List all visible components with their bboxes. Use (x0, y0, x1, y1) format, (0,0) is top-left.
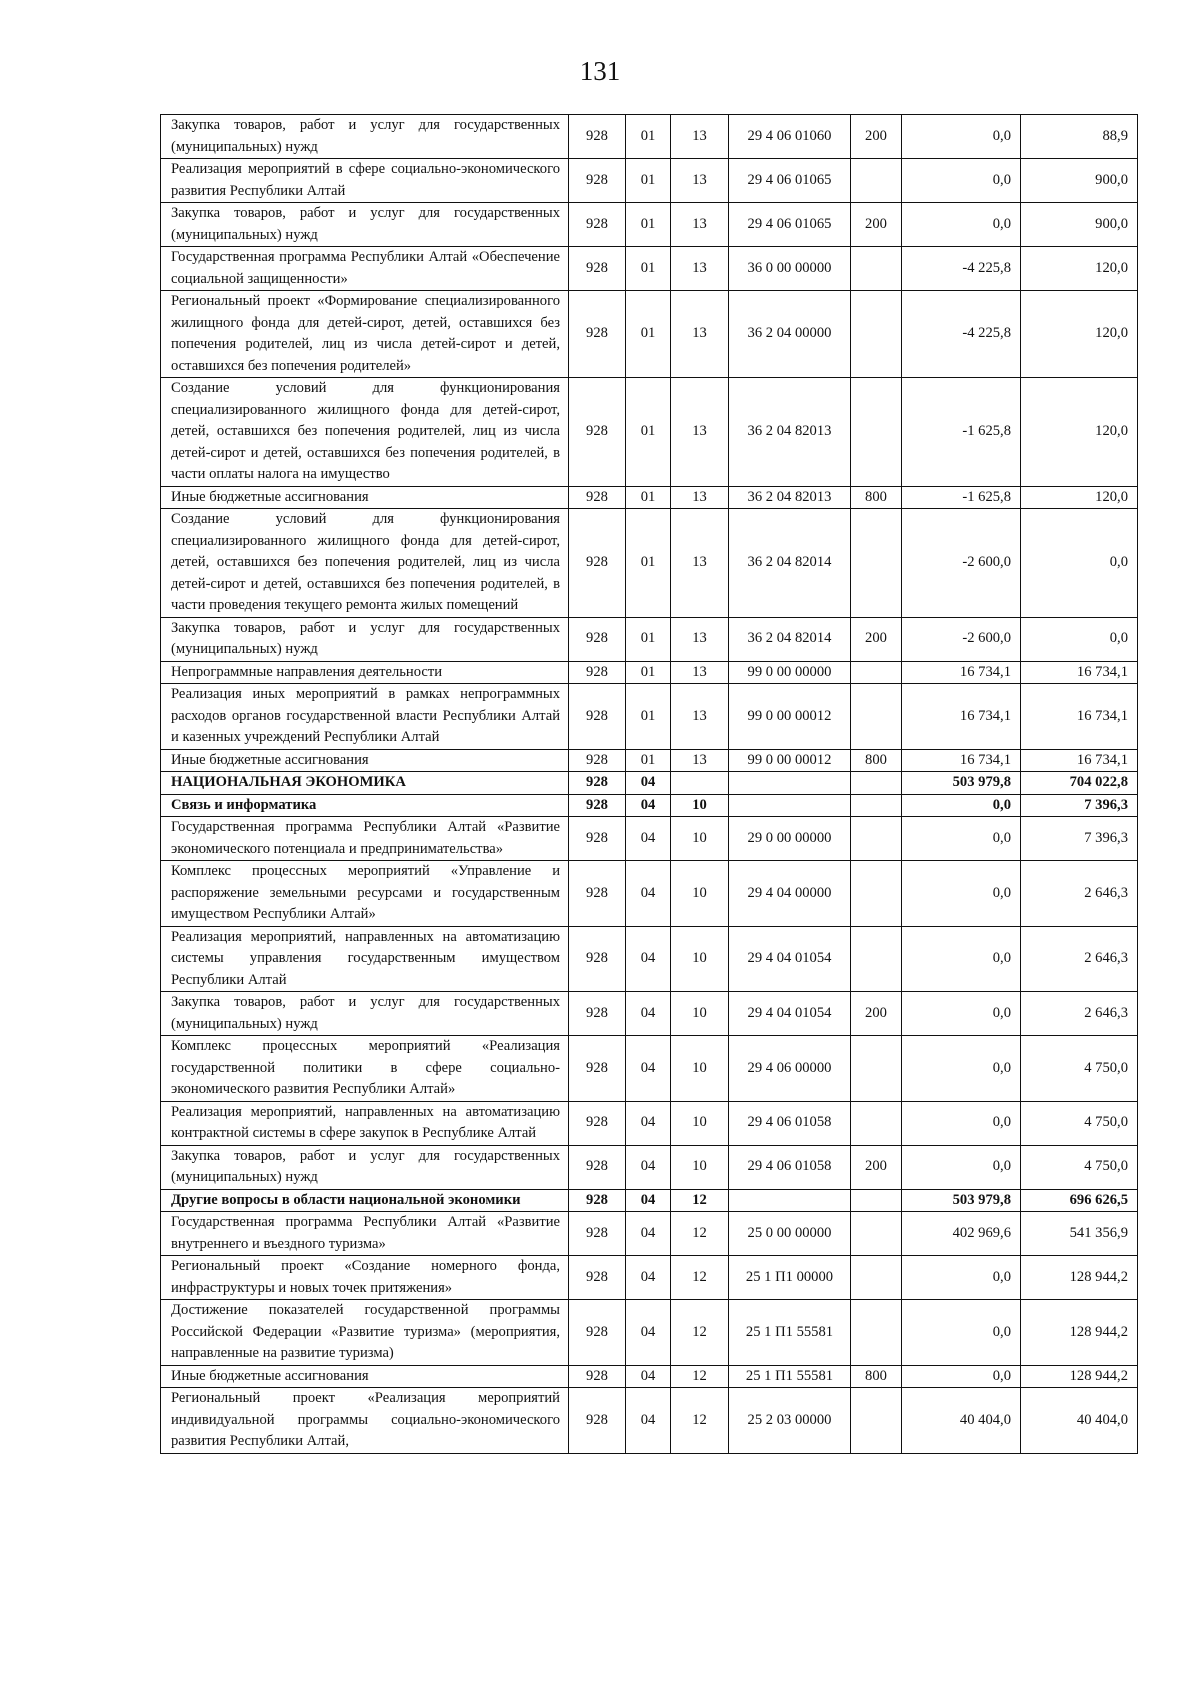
amount-change: 0,0 (902, 926, 1021, 992)
row-description: Создание условий для функционирования специализированного жилищного фонда для детей-сирот, детей, оставшихся без попечения родителей, лиц из числа детей-сирот и детей, оставшихся без попечения родителей, в части проведения текущего ремонта жилых помещений (161, 509, 569, 618)
table-row (161, 1365, 1138, 1388)
admin-code: 928 (569, 992, 626, 1036)
row-description: Региональный проект «Реализация мероприятий индивидуальной программы социально-экономического развития Республики Алтай, (161, 1388, 569, 1454)
amount-total: 120,0 (1021, 486, 1138, 509)
table-row (161, 509, 1138, 618)
section-code: 01 (626, 486, 671, 509)
section-code: 04 (626, 861, 671, 927)
row-description: Иные бюджетные ассигнования (161, 486, 569, 509)
subsection-code: 12 (671, 1212, 729, 1256)
table-row (161, 861, 1138, 927)
section-code: 04 (626, 926, 671, 992)
target-article-code: 29 0 00 00000 (729, 817, 851, 861)
subsection-code: 12 (671, 1365, 729, 1388)
subsection-code: 13 (671, 486, 729, 509)
target-article-code: 25 0 00 00000 (729, 1212, 851, 1256)
table-row (161, 617, 1138, 661)
target-article-code (729, 1189, 851, 1212)
target-article-code: 29 4 04 01054 (729, 992, 851, 1036)
expense-type-code (851, 1189, 902, 1212)
amount-total: 120,0 (1021, 378, 1138, 487)
section-code: 01 (626, 684, 671, 750)
target-article-code: 36 2 04 82014 (729, 509, 851, 618)
expense-type-code (851, 861, 902, 927)
row-description: Государственная программа Республики Алтай «Развитие внутреннего и въездного туризма» (161, 1212, 569, 1256)
section-code: 01 (626, 203, 671, 247)
expense-type-code: 200 (851, 992, 902, 1036)
amount-change: 0,0 (902, 794, 1021, 817)
target-article-code: 36 2 04 82013 (729, 378, 851, 487)
row-description: Региональный проект «Создание номерного фонда, инфраструктуры и новых точек притяжения» (161, 1256, 569, 1300)
amount-change: -1 625,8 (902, 378, 1021, 487)
row-description: Комплекс процессных мероприятий «Управление и распоряжение земельными ресурсами и государственным имуществом Республики Алтай» (161, 861, 569, 927)
row-description: НАЦИОНАЛЬНАЯ ЭКОНОМИКА (161, 772, 569, 795)
expense-type-code (851, 817, 902, 861)
row-description: Реализация мероприятий в сфере социально-экономического развития Республики Алтай (161, 159, 569, 203)
expense-type-code (851, 661, 902, 684)
amount-total: 0,0 (1021, 509, 1138, 618)
subsection-code: 12 (671, 1300, 729, 1366)
row-description: Региональный проект «Формирование специализированного жилищного фонда для детей-сирот, детей, оставшихся без попечения родителей, лиц из числа детей-сирот и детей, оставшихся без попечения родителей» (161, 291, 569, 378)
section-code: 04 (626, 1388, 671, 1454)
section-code: 04 (626, 817, 671, 861)
amount-change: 40 404,0 (902, 1388, 1021, 1454)
section-code: 04 (626, 992, 671, 1036)
amount-change: 0,0 (902, 1365, 1021, 1388)
expense-type-code (851, 1388, 902, 1454)
amount-change: -2 600,0 (902, 617, 1021, 661)
expense-type-code (851, 794, 902, 817)
amount-total: 2 646,3 (1021, 861, 1138, 927)
admin-code: 928 (569, 1036, 626, 1102)
amount-total: 40 404,0 (1021, 1388, 1138, 1454)
target-article-code: 99 0 00 00012 (729, 684, 851, 750)
expense-type-code (851, 1212, 902, 1256)
table-row (161, 992, 1138, 1036)
section-code: 04 (626, 1212, 671, 1256)
amount-change: 0,0 (902, 817, 1021, 861)
amount-change: 0,0 (902, 115, 1021, 159)
row-description: Иные бюджетные ассигнования (161, 1365, 569, 1388)
table-row (161, 749, 1138, 772)
admin-code: 928 (569, 159, 626, 203)
section-code: 04 (626, 1145, 671, 1189)
subsection-code: 13 (671, 378, 729, 487)
row-description: Реализация мероприятий, направленных на автоматизацию системы управления государственным имуществом Республики Алтай (161, 926, 569, 992)
expense-type-code (851, 159, 902, 203)
amount-total: 120,0 (1021, 247, 1138, 291)
expense-type-code (851, 291, 902, 378)
expense-type-code (851, 378, 902, 487)
table-row (161, 1300, 1138, 1366)
section-code: 01 (626, 159, 671, 203)
amount-change: 402 969,6 (902, 1212, 1021, 1256)
amount-total: 120,0 (1021, 291, 1138, 378)
admin-code: 928 (569, 203, 626, 247)
expense-type-code: 200 (851, 203, 902, 247)
section-code: 04 (626, 1256, 671, 1300)
amount-total: 128 944,2 (1021, 1256, 1138, 1300)
subsection-code: 12 (671, 1256, 729, 1300)
target-article-code: 29 4 06 01065 (729, 203, 851, 247)
amount-change: -4 225,8 (902, 247, 1021, 291)
admin-code: 928 (569, 378, 626, 487)
subsection-code: 10 (671, 1145, 729, 1189)
row-description: Непрограммные направления деятельности (161, 661, 569, 684)
amount-total: 2 646,3 (1021, 926, 1138, 992)
table-row (161, 1388, 1138, 1454)
amount-total: 16 734,1 (1021, 684, 1138, 750)
admin-code: 928 (569, 291, 626, 378)
amount-change: 16 734,1 (902, 749, 1021, 772)
amount-change: 0,0 (902, 992, 1021, 1036)
row-description: Связь и информатика (161, 794, 569, 817)
table-row (161, 1256, 1138, 1300)
target-article-code: 25 1 П1 00000 (729, 1256, 851, 1300)
admin-code: 928 (569, 1256, 626, 1300)
expense-type-code (851, 772, 902, 795)
row-description: Комплекс процессных мероприятий «Реализация государственной политики в сфере социально-экономического развития Республики Алтай» (161, 1036, 569, 1102)
section-code: 04 (626, 794, 671, 817)
section-code: 04 (626, 1300, 671, 1366)
expense-type-code (851, 926, 902, 992)
expense-type-code (851, 684, 902, 750)
expense-type-code (851, 1256, 902, 1300)
admin-code: 928 (569, 1189, 626, 1212)
amount-total: 541 356,9 (1021, 1212, 1138, 1256)
target-article-code: 36 2 04 82013 (729, 486, 851, 509)
admin-code: 928 (569, 661, 626, 684)
row-description: Другие вопросы в области национальной экономики (161, 1189, 569, 1212)
row-description: Реализация иных мероприятий в рамках непрограммных расходов органов государственной власти Республики Алтай и казенных учреждений Республики Алтай (161, 684, 569, 750)
admin-code: 928 (569, 1212, 626, 1256)
amount-total: 2 646,3 (1021, 992, 1138, 1036)
amount-total: 7 396,3 (1021, 794, 1138, 817)
section-code: 04 (626, 772, 671, 795)
row-description: Закупка товаров, работ и услуг для государственных (муниципальных) нужд (161, 203, 569, 247)
target-article-code: 25 2 03 00000 (729, 1388, 851, 1454)
target-article-code: 29 4 06 00000 (729, 1036, 851, 1102)
admin-code: 928 (569, 861, 626, 927)
target-article-code: 25 1 П1 55581 (729, 1365, 851, 1388)
table-row (161, 247, 1138, 291)
section-code: 04 (626, 1101, 671, 1145)
table-row (161, 115, 1138, 159)
admin-code: 928 (569, 1101, 626, 1145)
table-row (161, 486, 1138, 509)
target-article-code (729, 794, 851, 817)
amount-change: 503 979,8 (902, 1189, 1021, 1212)
admin-code: 928 (569, 1388, 626, 1454)
subsection-code: 13 (671, 115, 729, 159)
amount-change: 0,0 (902, 861, 1021, 927)
row-description: Иные бюджетные ассигнования (161, 749, 569, 772)
table-row (161, 661, 1138, 684)
subsection-code: 10 (671, 992, 729, 1036)
target-article-code: 29 4 06 01060 (729, 115, 851, 159)
expense-type-code: 800 (851, 749, 902, 772)
section-code: 04 (626, 1365, 671, 1388)
subsection-code: 10 (671, 817, 729, 861)
amount-total: 0,0 (1021, 617, 1138, 661)
page-number: 131 (579, 56, 621, 86)
target-article-code (729, 772, 851, 795)
subsection-code (671, 772, 729, 795)
target-article-code: 36 2 04 00000 (729, 291, 851, 378)
subsection-code: 13 (671, 684, 729, 750)
amount-total: 900,0 (1021, 159, 1138, 203)
target-article-code: 25 1 П1 55581 (729, 1300, 851, 1366)
target-article-code: 36 2 04 82014 (729, 617, 851, 661)
expense-type-code: 800 (851, 1365, 902, 1388)
table-row (161, 926, 1138, 992)
amount-total: 696 626,5 (1021, 1189, 1138, 1212)
admin-code: 928 (569, 1300, 626, 1366)
admin-code: 928 (569, 817, 626, 861)
amount-change: 16 734,1 (902, 661, 1021, 684)
admin-code: 928 (569, 1365, 626, 1388)
table-row (161, 291, 1138, 378)
table-row (161, 684, 1138, 750)
admin-code: 928 (569, 247, 626, 291)
amount-change: 0,0 (902, 159, 1021, 203)
row-description: Закупка товаров, работ и услуг для государственных (муниципальных) нужд (161, 1145, 569, 1189)
table-row (161, 378, 1138, 487)
amount-change: -1 625,8 (902, 486, 1021, 509)
row-description: Реализация мероприятий, направленных на автоматизацию контрактной системы в сфере закупок в Республике Алтай (161, 1101, 569, 1145)
subsection-code: 10 (671, 926, 729, 992)
admin-code: 928 (569, 1145, 626, 1189)
amount-total: 128 944,2 (1021, 1365, 1138, 1388)
row-description: Закупка товаров, работ и услуг для государственных (муниципальных) нужд (161, 992, 569, 1036)
amount-change: -4 225,8 (902, 291, 1021, 378)
expense-type-code: 200 (851, 115, 902, 159)
subsection-code: 10 (671, 1036, 729, 1102)
amount-total: 16 734,1 (1021, 661, 1138, 684)
row-description: Закупка товаров, работ и услуг для государственных (муниципальных) нужд (161, 115, 569, 159)
admin-code: 928 (569, 684, 626, 750)
subsection-code: 13 (671, 749, 729, 772)
target-article-code: 29 4 04 00000 (729, 861, 851, 927)
table-row (161, 772, 1138, 795)
table-row (161, 817, 1138, 861)
expense-type-code (851, 1101, 902, 1145)
subsection-code: 13 (671, 617, 729, 661)
section-code: 04 (626, 1036, 671, 1102)
admin-code: 928 (569, 617, 626, 661)
section-code: 01 (626, 115, 671, 159)
amount-total: 4 750,0 (1021, 1145, 1138, 1189)
subsection-code: 13 (671, 291, 729, 378)
section-code: 01 (626, 378, 671, 487)
row-description: Создание условий для функционирования специализированного жилищного фонда для детей-сирот, детей, оставшихся без попечения родителей, лиц из числа детей-сирот и детей, оставшихся без попечения родителей, в части оплаты налога на имущество (161, 378, 569, 487)
admin-code: 928 (569, 794, 626, 817)
target-article-code: 99 0 00 00012 (729, 749, 851, 772)
amount-change: 16 734,1 (902, 684, 1021, 750)
amount-total: 704 022,8 (1021, 772, 1138, 795)
section-code: 01 (626, 617, 671, 661)
row-description: Государственная программа Республики Алтай «Развитие экономического потенциала и предпринимательства» (161, 817, 569, 861)
expense-type-code (851, 1036, 902, 1102)
target-article-code: 29 4 06 01065 (729, 159, 851, 203)
expense-type-code: 200 (851, 1145, 902, 1189)
admin-code: 928 (569, 509, 626, 618)
subsection-code: 13 (671, 661, 729, 684)
admin-code: 928 (569, 749, 626, 772)
section-code: 01 (626, 291, 671, 378)
amount-change: 0,0 (902, 1145, 1021, 1189)
amount-change: 0,0 (902, 1256, 1021, 1300)
table-row (161, 203, 1138, 247)
amount-total: 4 750,0 (1021, 1036, 1138, 1102)
subsection-code: 10 (671, 794, 729, 817)
amount-total: 4 750,0 (1021, 1101, 1138, 1145)
amount-change: 0,0 (902, 1300, 1021, 1366)
table-row (161, 1036, 1138, 1102)
amount-change: 0,0 (902, 203, 1021, 247)
subsection-code: 13 (671, 247, 729, 291)
amount-total: 7 396,3 (1021, 817, 1138, 861)
amount-change: 503 979,8 (902, 772, 1021, 795)
amount-total: 900,0 (1021, 203, 1138, 247)
admin-code: 928 (569, 926, 626, 992)
expense-type-code (851, 1300, 902, 1366)
subsection-code: 10 (671, 861, 729, 927)
table-row (161, 1212, 1138, 1256)
row-description: Закупка товаров, работ и услуг для государственных (муниципальных) нужд (161, 617, 569, 661)
table-row (161, 794, 1138, 817)
table-body (161, 115, 1138, 1454)
admin-code: 928 (569, 772, 626, 795)
expense-type-code: 200 (851, 617, 902, 661)
section-code: 04 (626, 1189, 671, 1212)
amount-total: 16 734,1 (1021, 749, 1138, 772)
expense-type-code (851, 247, 902, 291)
section-code: 01 (626, 247, 671, 291)
section-code: 01 (626, 661, 671, 684)
subsection-code: 12 (671, 1388, 729, 1454)
subsection-code: 10 (671, 1101, 729, 1145)
table-row (161, 1189, 1138, 1212)
target-article-code: 29 4 06 01058 (729, 1145, 851, 1189)
target-article-code: 29 4 04 01054 (729, 926, 851, 992)
table-row (161, 1145, 1138, 1189)
amount-change: 0,0 (902, 1101, 1021, 1145)
table-row (161, 1101, 1138, 1145)
expense-type-code (851, 509, 902, 618)
subsection-code: 13 (671, 159, 729, 203)
amount-total: 128 944,2 (1021, 1300, 1138, 1366)
amount-change: 0,0 (902, 1036, 1021, 1102)
budget-table (160, 114, 1138, 1454)
target-article-code: 99 0 00 00000 (729, 661, 851, 684)
row-description: Государственная программа Республики Алтай «Обеспечение социальной защищенности» (161, 247, 569, 291)
amount-change: -2 600,0 (902, 509, 1021, 618)
subsection-code: 13 (671, 509, 729, 618)
row-description: Достижение показателей государственной программы Российской Федерации «Развитие туризма» (мероприятия, направленные на развитие туризма) (161, 1300, 569, 1366)
target-article-code: 36 0 00 00000 (729, 247, 851, 291)
section-code: 01 (626, 749, 671, 772)
amount-total: 88,9 (1021, 115, 1138, 159)
section-code: 01 (626, 509, 671, 618)
expense-type-code: 800 (851, 486, 902, 509)
target-article-code: 29 4 06 01058 (729, 1101, 851, 1145)
admin-code: 928 (569, 115, 626, 159)
admin-code: 928 (569, 486, 626, 509)
subsection-code: 13 (671, 203, 729, 247)
subsection-code: 12 (671, 1189, 729, 1212)
table-row (161, 159, 1138, 203)
